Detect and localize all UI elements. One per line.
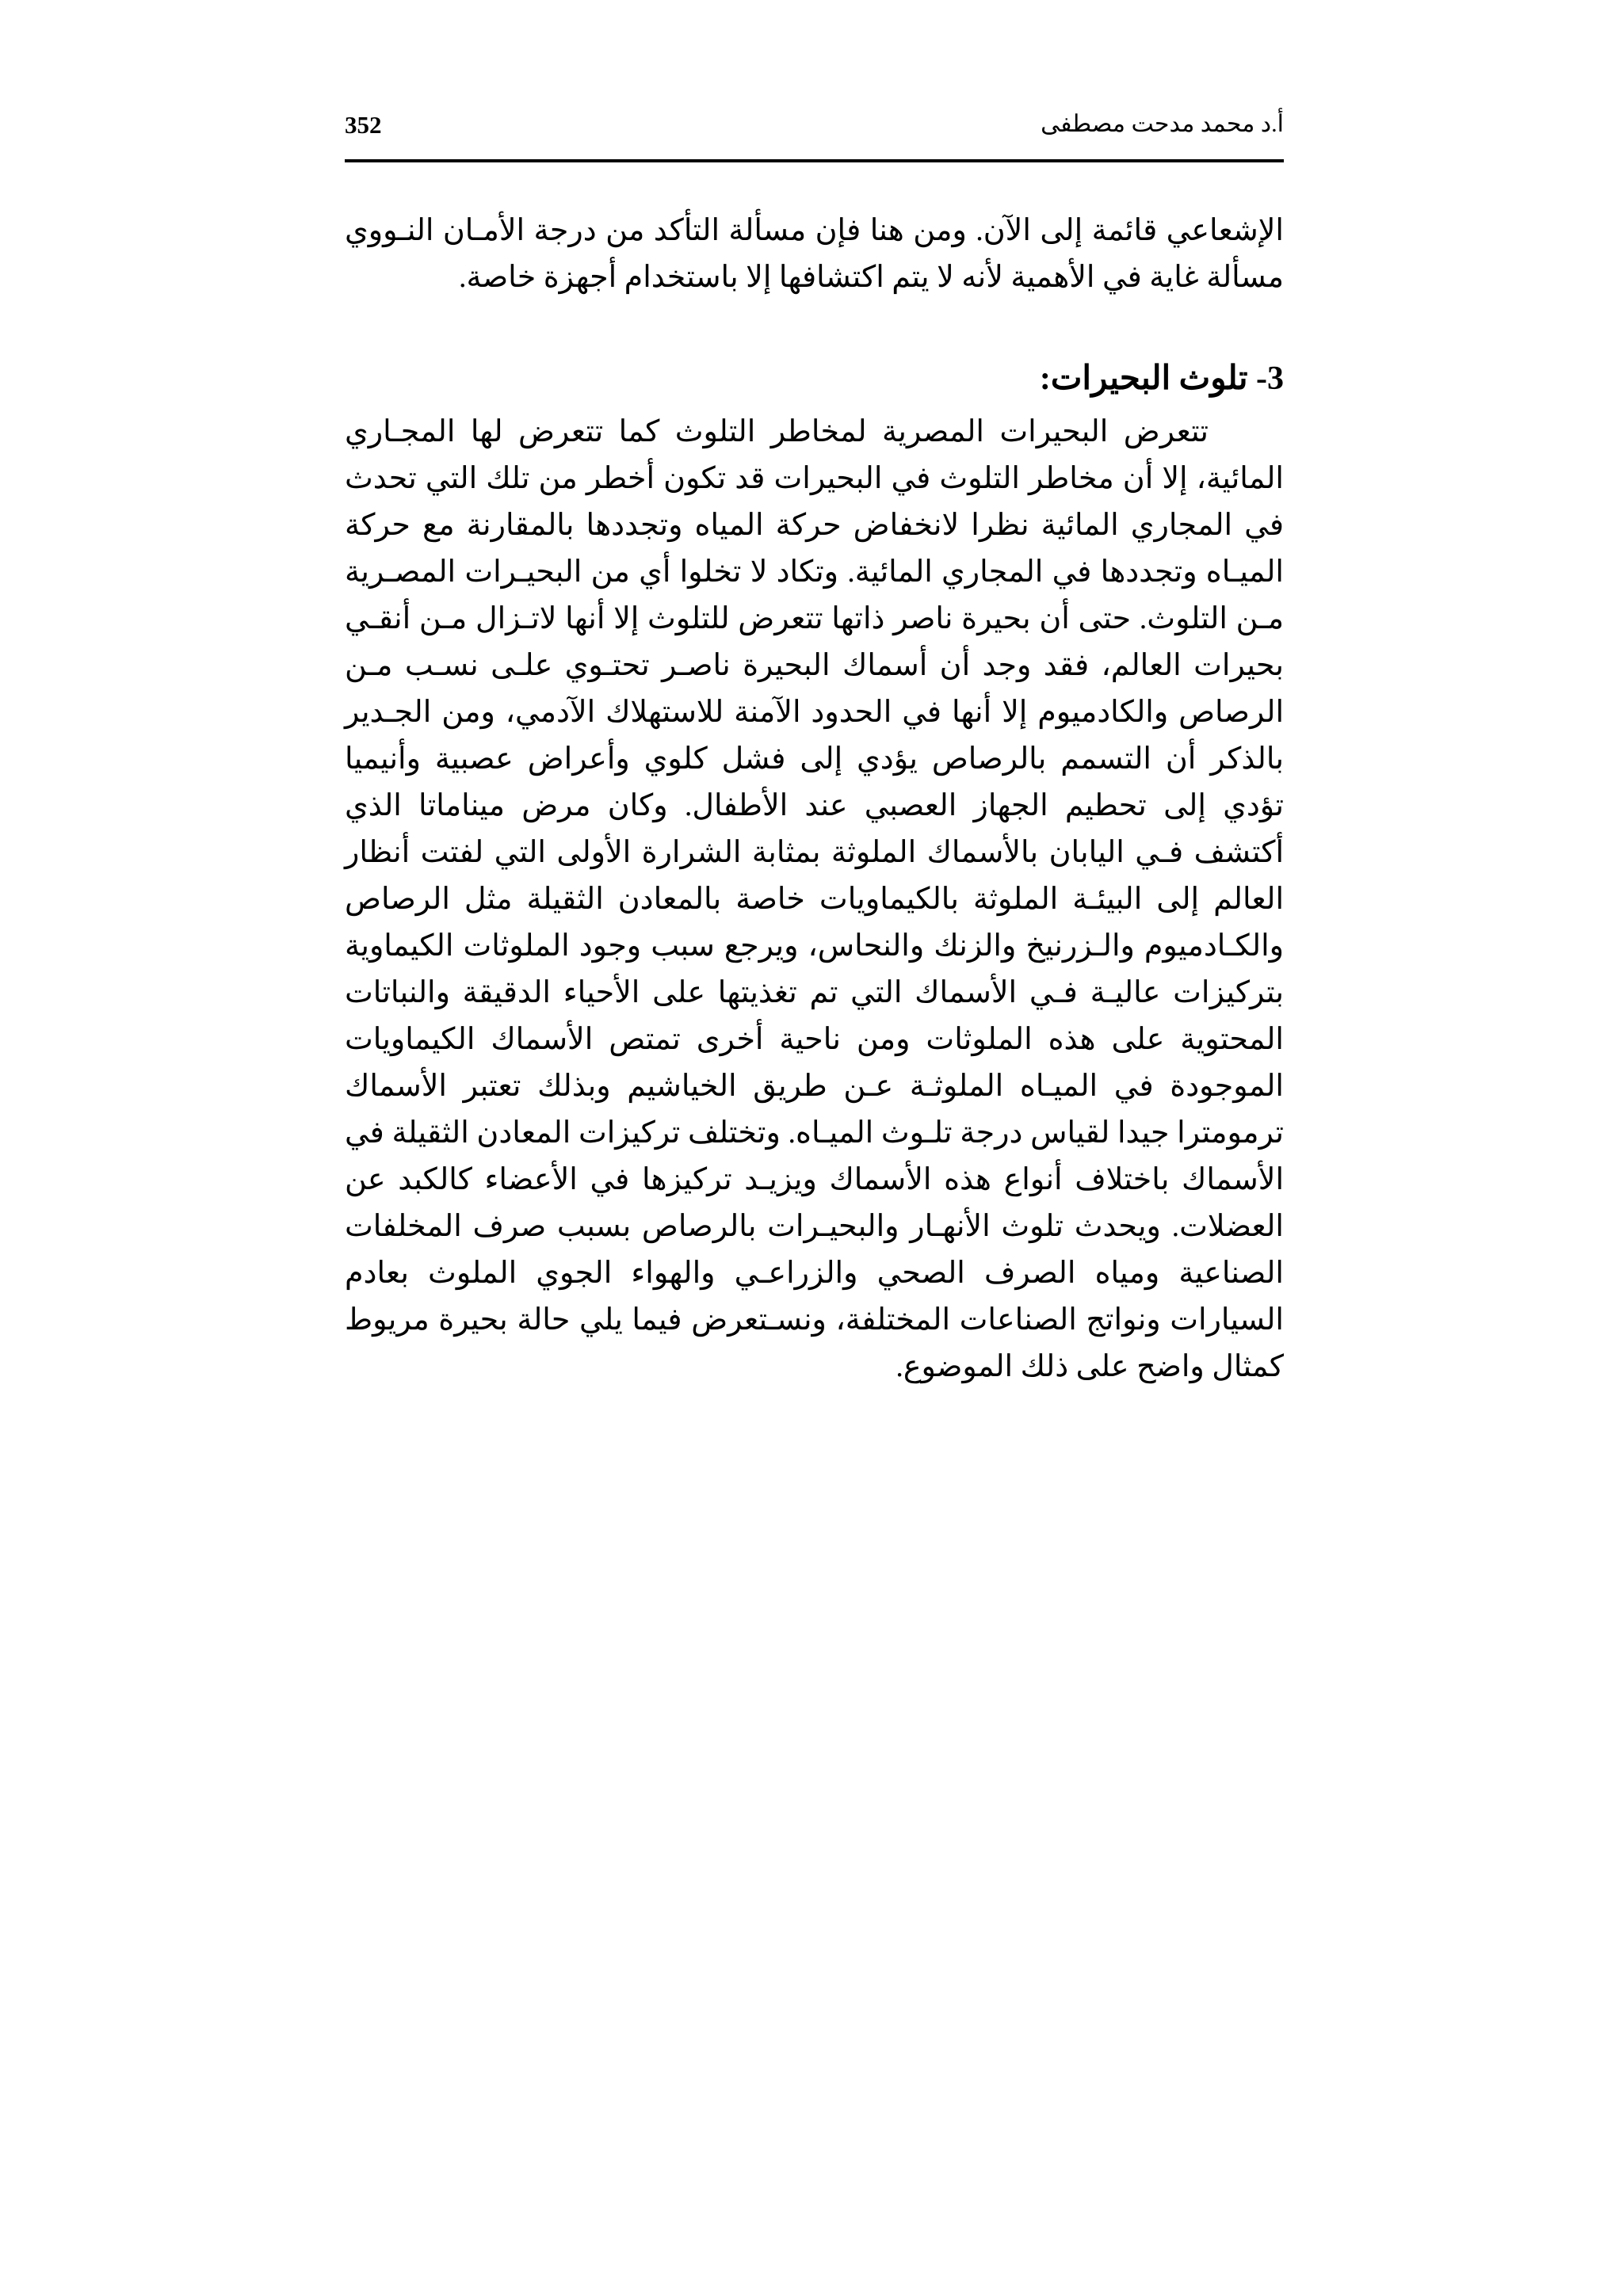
section-paragraph: تتعرض البحيرات المصرية لمخاطر التلوث كما تتعرض لها المجـاري المائية، إلا أن مخاطر التلوث في البحيرات قد تكون أخطر من تلك التي تحدث في المجاري المائية نظرا لانخفاض حركة المياه وتجددها بالمقارنة مع حركة الميـاه وتجددها في المجاري المائية. وتكاد لا تخلوا أي من البحيـرات المصـرية مـن التلوث. حتى أن بحيرة ناصر ذاتها تتعرض للتلوث إلا أنها لاتـزال مـن أنقـي بحيرات العالم، فقد وجد أن أسماك البحيرة ناصـر تحتـوي علـى نسـب مـن الرصاص والكادميوم إلا أنها في الحدود الآمنة للاستهلاك الآدمي، ومن الجـدير بالذكر أن التسمم بالرصاص يؤدي إلى فشل كلوي وأعراض عصبية وأنيميا تؤدي إلى تحطيم الجهاز العصبي عند الأطفال. وكان مرض ميناماتا الذي أكتشف فـي اليابان بالأسماك الملوثة بمثابة الشرارة الأولى التي لفتت أنظار العالم إلى البيئـة الملوثة بالكيماويات خاصة بالمعادن الثقيلة مثل الرصاص والكـادميوم والـزرنيخ والزنك والنحاس، ويرجع سبب وجود الملوثات الكيماوية بتركيزات عاليـة فـي الأسماك التي تم تغذيتها على الأحياء الدقيقة والنباتات المحتوية على هذه الملوثات ومن ناحية أخرى تمتص الأسماك الكيماويات الموجودة في الميـاه الملوثـة عـن طريق الخياشيم وبذلك تعتبر الأسماك ترمومترا جيدا لقياس درجة تلـوث الميـاه. وتختلف تركيزات المعادن الثقيلة في الأسماك باختلاف أنواع هذه الأسماك ويزيـد تركيزها في الأعضاء كالكبد عن العضلات. ويحدث تلوث الأنهـار والبحيـرات بالرصاص بسبب صرف المخلفات الصناعية ومياه الصرف الصحي والزراعـي والهواء الجوي الملوث بعادم السيارات ونواتج الصناعات المختلفة، ونسـتعرض فيما يلي حالة بحيرة مريوط كمثال واضح على ذلك الموضوع. [345,415,1284,1383]
header-divider [345,159,1284,162]
page-header [345,103,1284,147]
page-body [345,208,1284,1390]
running-header-author: أ.د محمد مدحت مصطفى [1041,111,1284,137]
page-number: 352 [345,111,382,139]
intro-paragraph: الإشعاعي قائمة إلى الآن. ومن هنا فإن مسألة التأكد من درجة الأمـان النـووي مسألة غاية في الأهمية لأنه لا يتم اكتشافها إلا باستخدام أجهزة خاصة. [345,214,1284,294]
section-heading: 3- تلوث البحيرات: [1039,360,1284,397]
